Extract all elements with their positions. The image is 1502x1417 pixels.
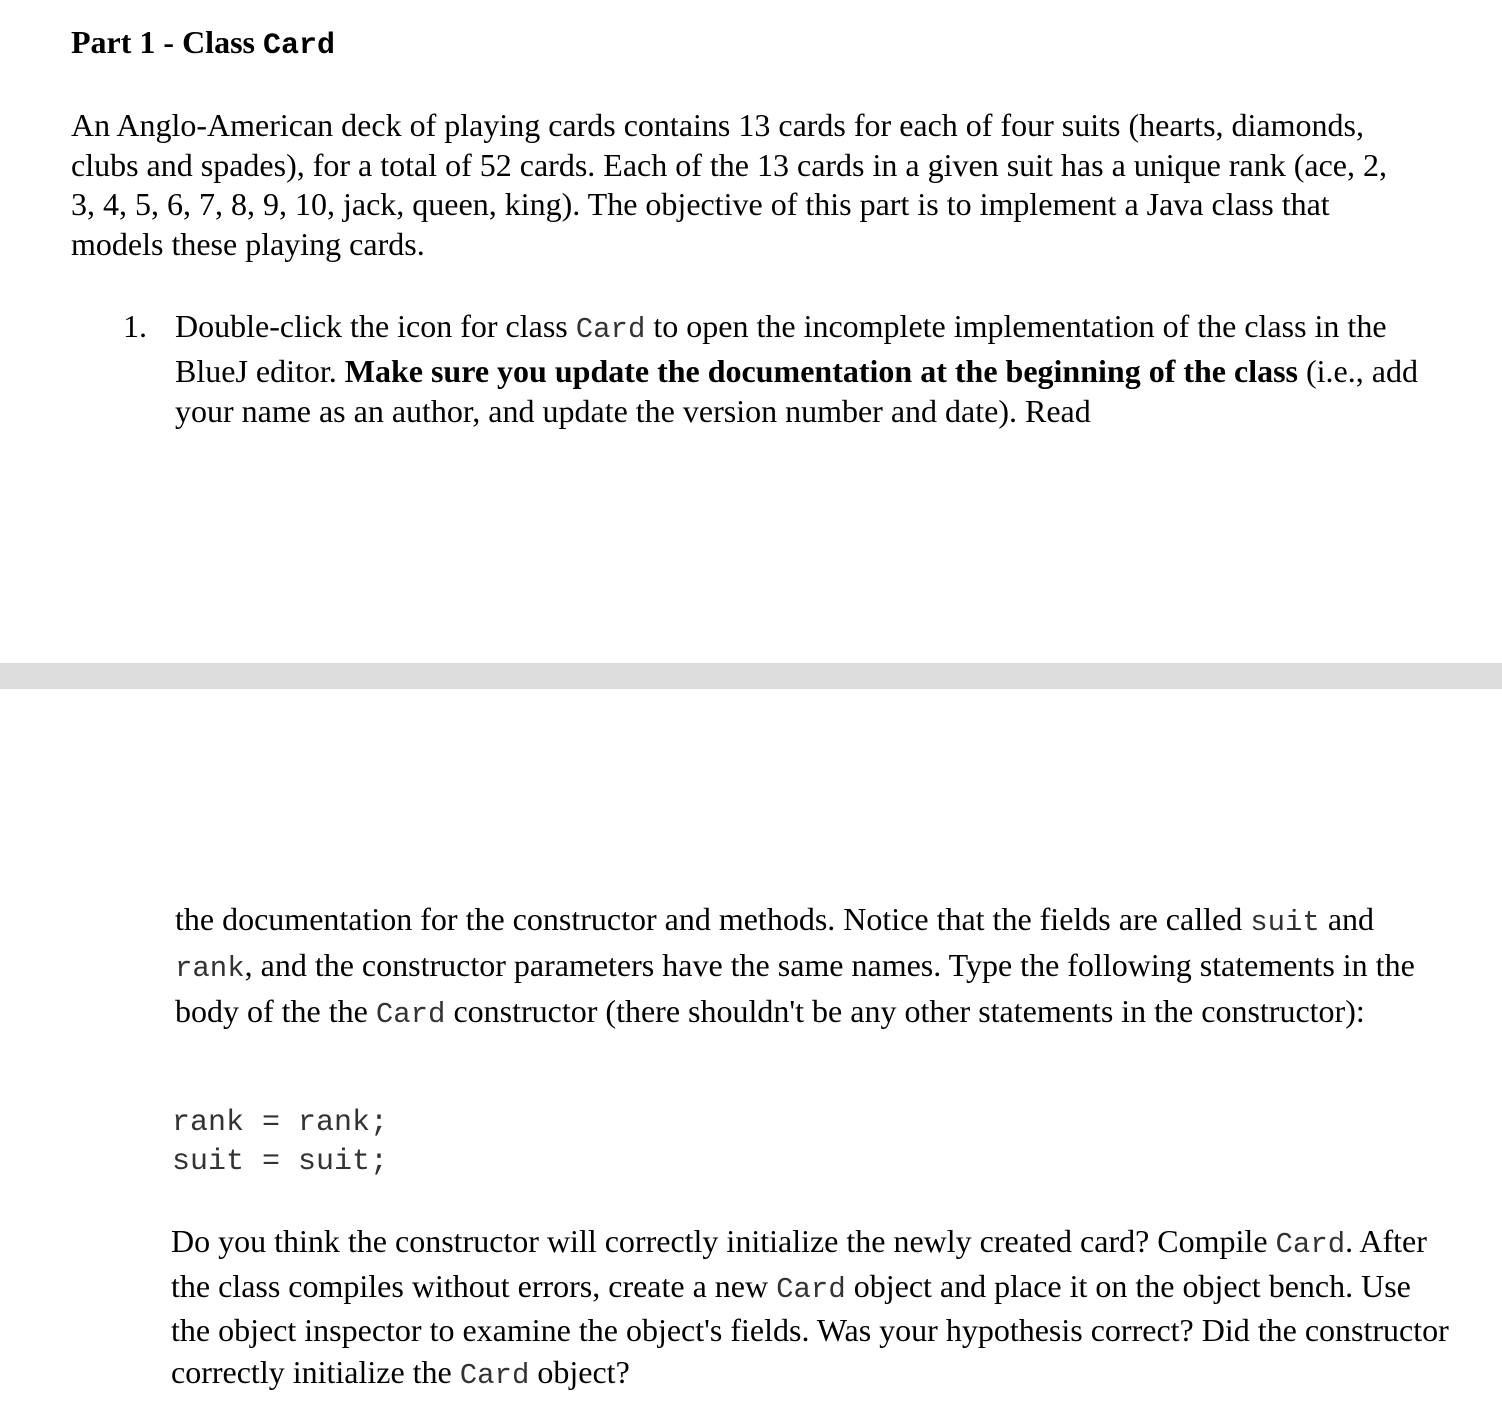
document-page-top <box>0 0 1502 663</box>
section-title-class-name: Card <box>262 29 335 63</box>
continued-text-part: , and the constructor parameters have the same names. Type the following statements in the body of the the <box>175 947 1415 1029</box>
question-text-part: . After the class compiles without errors, create a new <box>171 1223 1427 1304</box>
inline-code-card: Card <box>1275 1228 1346 1261</box>
continued-text-part: constructor (there shouldn't be any other statements in the constructor): <box>445 993 1365 1029</box>
question-paragraph <box>171 1221 1451 1396</box>
inline-code-card: Card <box>375 998 446 1031</box>
bold-instruction: Make sure you update the documentation at the beginning of the class <box>344 352 1298 389</box>
list-item-number: 1. <box>123 308 147 344</box>
step1-text-part: Double-click the icon for class <box>175 308 576 344</box>
continued-text-part: the documentation for the constructor and methods. Notice that the fields are called <box>175 901 1251 937</box>
section-title <box>71 22 335 66</box>
inline-code-card: Card <box>459 1358 530 1392</box>
inline-code-rank: rank <box>175 952 245 985</box>
question-text-part: Do you think the constructor will correctly initialize the newly created card? Compile <box>171 1223 1276 1259</box>
inline-code-card: Card <box>776 1272 846 1306</box>
continued-text-part: and <box>1319 901 1375 937</box>
inline-code-suit: suit <box>1250 906 1320 939</box>
code-block <box>172 1104 388 1181</box>
question-text-part: object? <box>529 1353 630 1390</box>
step1-text-part: to open the incomplete implementation of the class in the BlueJ editor. <box>175 308 1387 389</box>
section-title-text: Part 1 - Class <box>71 24 263 60</box>
question-text-part: object and place it on the object bench. Use the object inspector to examine the object's fields. Was your hypothesis correct? Did the constructor correctly initialize the <box>171 1267 1449 1390</box>
intro-paragraph: An Anglo-American deck of playing cards contains 13 cards for each of four suits (hearts, diamonds, clubs and spades), for a total of 52 cards. Each of the 13 cards in a given suit has a unique rank (ace, 2, 3, 4, 5, 6, 7, 8, 9, 10, jack, queen, king). The objective of this part is to implement a Java class that models these playing cards. <box>71 107 1387 262</box>
code-line-rank: rank = rank; <box>172 1106 389 1140</box>
code-line-suit: suit = suit; <box>172 1144 389 1179</box>
inline-code-card: Card <box>575 313 646 346</box>
step1-text-part: (i.e., add your name as an author, and update the version number and date). Read <box>175 352 1418 429</box>
page-separator <box>0 663 1502 689</box>
list-item-text <box>175 306 1435 432</box>
continued-list-item-text <box>175 898 1455 1036</box>
